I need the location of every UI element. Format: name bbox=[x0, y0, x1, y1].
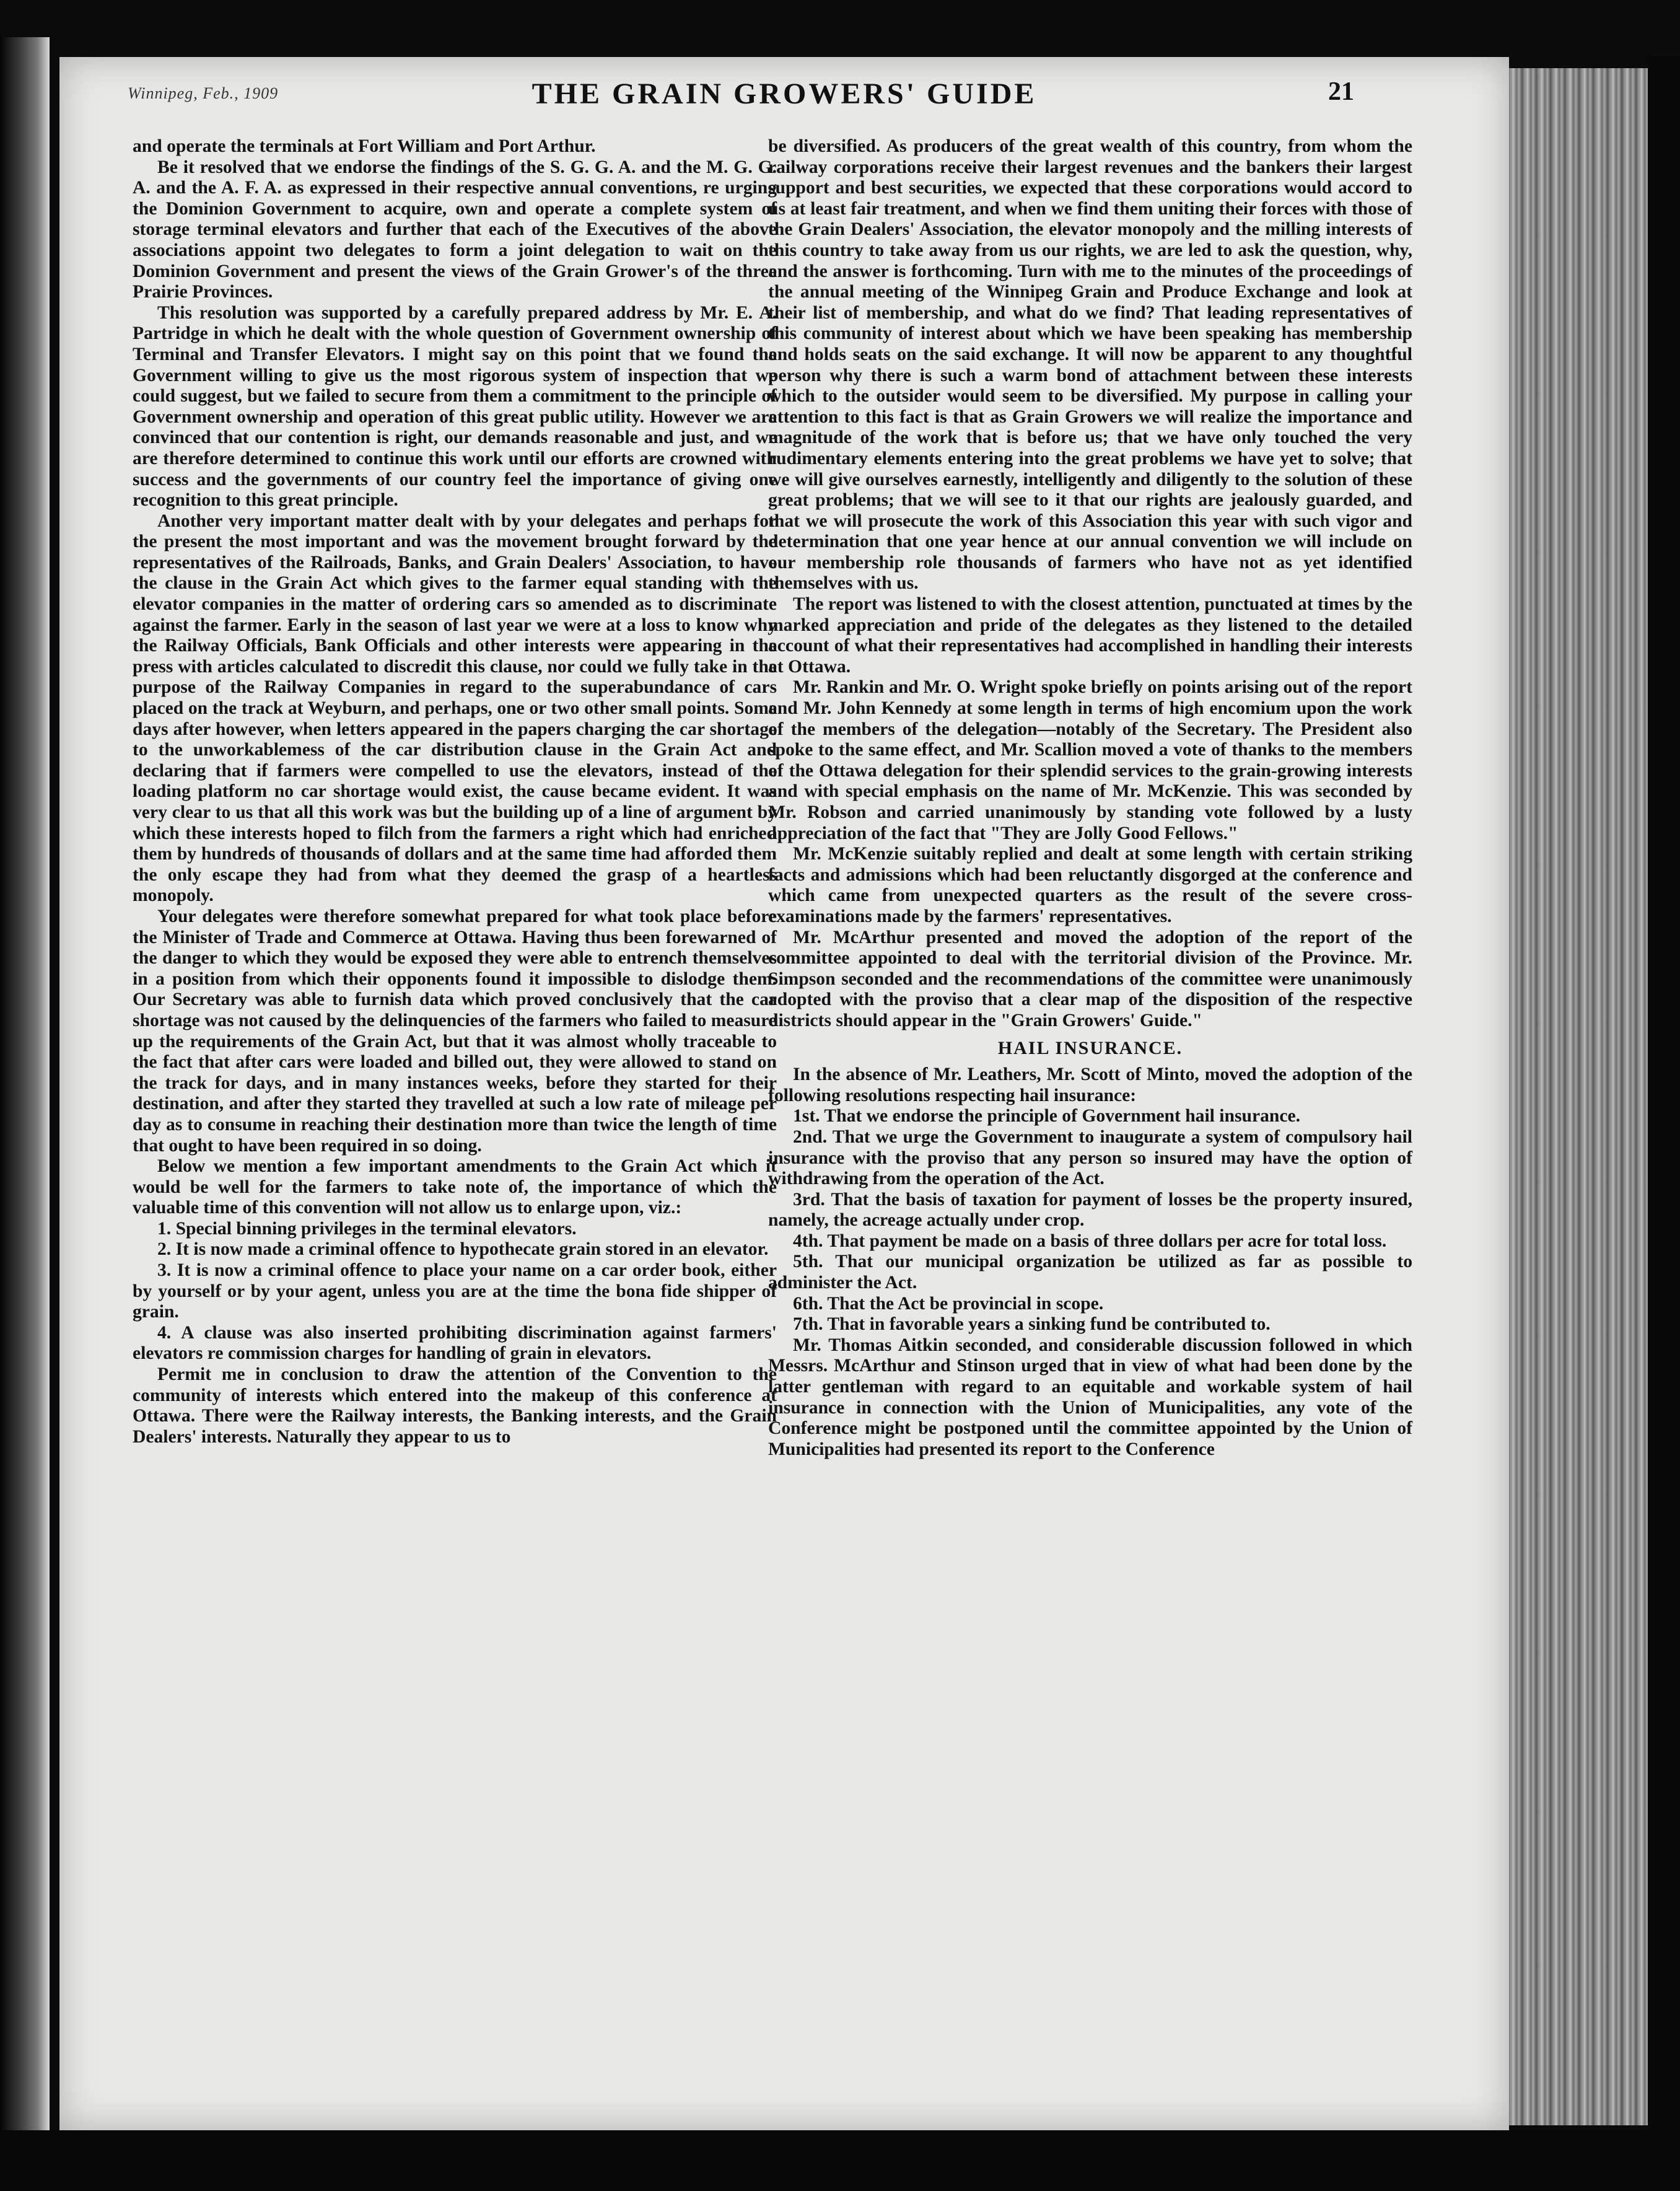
paragraph: Mr. McKenzie suitably replied and dealt at some length with certain striking facts and admissions which had been reluctantly disgorged at the conference and which came from unexpected quarters as the result of the severe cross-examinations made by the farmers' representatives. bbox=[768, 844, 1412, 926]
paragraph: Another very important matter dealt with by your delegates and perhaps for the present the most important and was the movement brought forward by the representatives of the Railroads, Banks, and Grain Dealers' Association, to have the clause in the Grain Act which gives to the farmer equal standing with the elevator companies in the matter of ordering cars so amended as to discriminate against the farmer. Early in the season of last year we were at a loss to know why the Railway Officials, Bank Officials and other interests were appearing in the press with articles calculated to discredit this clause, nor could we fully take in the purpose of the Railway Companies in regard to the superabundance of cars placed on the track at Weyburn, and perhaps, one or two other small points. Some days after however, when letters appeared in the papers charging the car shortage to the unworkablemess of the car distribution clause in the Grain Act and declaring that if farmers were compelled to use the elevators, instead of the loading platform no car shortage would exist, the cause became evident. It was very clear to us that all this work was but the building up of a line of argument by which these interests hoped to filch from the farmers a right which had enriched them by hundreds of thousands of dollars and at the same time had afforded them the only escape they had from what they deemed the grasp of a heartless monopoly. bbox=[133, 511, 777, 906]
paragraph: Your delegates were therefore somewhat prepared for what took place before the Minister of Trade and Commerce at Ottawa. Having thus been forewarned of the danger to which they would be exposed they were able to entrench themselves in a position from which their opponents found it impossible to dislodge them. Our Secretary was able to furnish data which proved conclusively that the car shortage was not caused by the delinquencies of the farmers who failed to measure up the requirements of the Grain Act, but that it was almost wholly traceable to the fact that after cars were loaded and billed out, they were allowed to stand on the track for days, and in many instances weeks, before they started for their destination, and after they started they travelled at such a low rate of mileage per day as to consume in reaching their destination more than twice the length of time that ought to have been required in so doing. bbox=[133, 906, 777, 1156]
bottom-border bbox=[0, 2130, 1680, 2191]
resolution-item: 4th. That payment be made on a basis of three dollars per acre for total loss. bbox=[793, 1231, 1387, 1251]
resolution-item: 6th. That the Act be provincial in scope. bbox=[793, 1293, 1104, 1314]
paragraph: In the absence of Mr. Leathers, Mr. Scott of Minto, moved the adoption of the following resolutions respecting hail insurance: bbox=[768, 1065, 1412, 1105]
paragraph: Permit me in conclusion to draw the attention of the Convention to the community of interests which entered into the makeup of this conference at Ottawa. There were the Railway interests, the Banking interests, and the Grain Dealers' interests. Naturally they appear to us to bbox=[133, 1364, 777, 1447]
list-item: 4. A clause was also inserted prohibiting discrimination against farmers' elevators re commission charges for handling of grain in elevators. bbox=[133, 1322, 777, 1364]
header-date: Winnipeg, Feb., 1909 bbox=[128, 84, 279, 102]
right-border bbox=[1648, 56, 1680, 2191]
left-column bbox=[133, 136, 777, 1447]
resolution-item: 3rd. That the basis of taxation for payment of losses be the property insured, namely, the acreage actually under crop. bbox=[768, 1189, 1412, 1231]
list-item: 2. It is now made a criminal offence to hypothecate grain stored in an elevator. bbox=[157, 1239, 769, 1260]
right-column bbox=[768, 136, 1412, 1460]
page-stack-edge bbox=[1493, 68, 1652, 2125]
paragraph: Mr. Thomas Aitkin seconded, and considerable discussion followed in which Messrs. McArthur and Stinson urged that in view of what had been done by the latter gentleman with regard to an equitable and workable system of hail insurance in connection with the Union of Municipalities, any vote of the Conference might be postponed until the committee appointed by the Union of Municipalities had presented its report to the Conference bbox=[768, 1335, 1412, 1459]
paragraph: Below we mention a few important amendments to the Grain Act which it would be well for the farmers to take note of, the importance of which the valuable time of this convention will not allow us to enlarge upon, viz.: bbox=[133, 1156, 777, 1218]
list-item: 3. It is now a criminal offence to place your name on a car order book, either by yourself or by your agent, unless you are at the time the bona fide shipper of grain. bbox=[133, 1260, 777, 1322]
facing-page-edge bbox=[0, 37, 50, 2169]
paragraph: and operate the terminals at Fort William and Port Arthur. bbox=[133, 136, 596, 156]
resolution-item: 7th. That in favorable years a sinking fund be contributed to. bbox=[793, 1314, 1271, 1335]
paragraph: Mr. McArthur presented and moved the adoption of the report of the committee appointed to deal with the territorial division of the Province. Mr. Simpson seconded and the recommendations of the committee were unanimously adopted with the proviso that a clear map of the disposition of the respective districts should appear in the "Grain Growers' Guide." bbox=[768, 927, 1412, 1030]
page-header bbox=[59, 71, 1509, 114]
list-item: 1. Special binning privileges in the terminal elevators. bbox=[157, 1218, 577, 1239]
page-number: 21 bbox=[1328, 77, 1354, 106]
paragraph: Be it resolved that we endorse the findings of the S. G. G. A. and the M. G. G. A. and the A. F. A. as expressed in their respective annual conventions, re urging the Dominion Government to acquire, own and operate a complete system of storage terminal elevators and further that each of the Executives of the above associations appoint two delegates to form a joint delegation to wait on the Dominion Government and present the views of the Grain Grower's of the three Prairie Provinces. bbox=[133, 157, 777, 302]
paragraph: The report was listened to with the closest attention, punctuated at times by the marked appreciation and pride of the delegates as they listened to the detailed account of what their representatives had accomplished in handling their interests at Ottawa. bbox=[768, 594, 1412, 677]
paragraph: This resolution was supported by a carefully prepared address by Mr. E. A. Partridge in which he dealt with the whole question of Government ownership of Terminal and Transfer Elevators. I might say on this point that we found the Government willing to give us the most rigorous system of inspection that we could suggest, but we failed to secure from them a commitment to the principle of Government ownership and operation of this great public utility. However we are convinced that our contention is right, our demands reasonable and just, and we are therefore determined to continue this work until our efforts are crowned with success and the governments of our country feel the importance of giving one recognition to this great principle. bbox=[133, 302, 777, 511]
section-heading: HAIL INSURANCE. bbox=[997, 1037, 1183, 1058]
newspaper-page bbox=[59, 57, 1509, 2130]
paragraph: be diversified. As producers of the great wealth of this country, from whom the railway corporations receive their largest revenues and the bankers their largest support and best securities, we expected that these corporations would accord to us at least fair treatment, and when we find them uniting their forces with those of the Grain Dealers' Association, the elevator monopoly and the milling interests of this country to take away from us our rights, we are led to ask the question, why, and the answer is forthcoming. Turn with me to the minutes of the proceedings of the annual meeting of the Winnipeg Grain and Produce Exchange and look at their list of membership, and what do we find? That leading representatives of this community of interest about which we have been speaking has membership and holds seats on the said exchange. It will now be apparent to any thoughtful person why there is such a warm bond of attachment between these interests which to the outsider would seem to be diversified. My purpose in calling your attention to this fact is that as Grain Growers we will realize the importance and magnitude of the work that is before us; that we have only touched the very rudimentary elements entering into the great problems we have yet to solve; that we will give ourselves earnestly, intelligently and diligently to the solution of these great problems; that we will see to it that our rights are jealously guarded, and that we will prosecute the work of this Association this year with such vigor and determination that one year hence at our annual convention we will include on our membership role thousands of farmers who have not as yet identified themselves with us. bbox=[768, 136, 1412, 594]
paragraph: Mr. Rankin and Mr. O. Wright spoke briefly on points arising out of the report and Mr. John Kennedy at some length in terms of high encomium upon the work of the members of the delegation—notably of the Secretary. The President also spoke to the same effect, and Mr. Scallion moved a vote of thanks to the members of the Ottawa delegation for their splendid services to the grain-growing interests and with special emphasis on the name of Mr. McKenzie. This was seconded by Mr. Robson and carried unanimously by standing vote followed by a lusty appreciation of the fact that "They are Jolly Good Fellows." bbox=[768, 677, 1412, 843]
resolution-item: 2nd. That we urge the Government to inaugurate a system of compulsory hail insurance with the proviso that any person so insured may have the option of withdrawing from the operation of the Act. bbox=[768, 1126, 1412, 1189]
resolution-item: 5th. That our municipal organization be utilized as far as possible to administer the Act. bbox=[768, 1252, 1412, 1293]
header-title: THE GRAIN GROWERS' GUIDE bbox=[532, 77, 1037, 110]
resolution-item: 1st. That we endorse the principle of Government hail insurance. bbox=[793, 1106, 1301, 1126]
